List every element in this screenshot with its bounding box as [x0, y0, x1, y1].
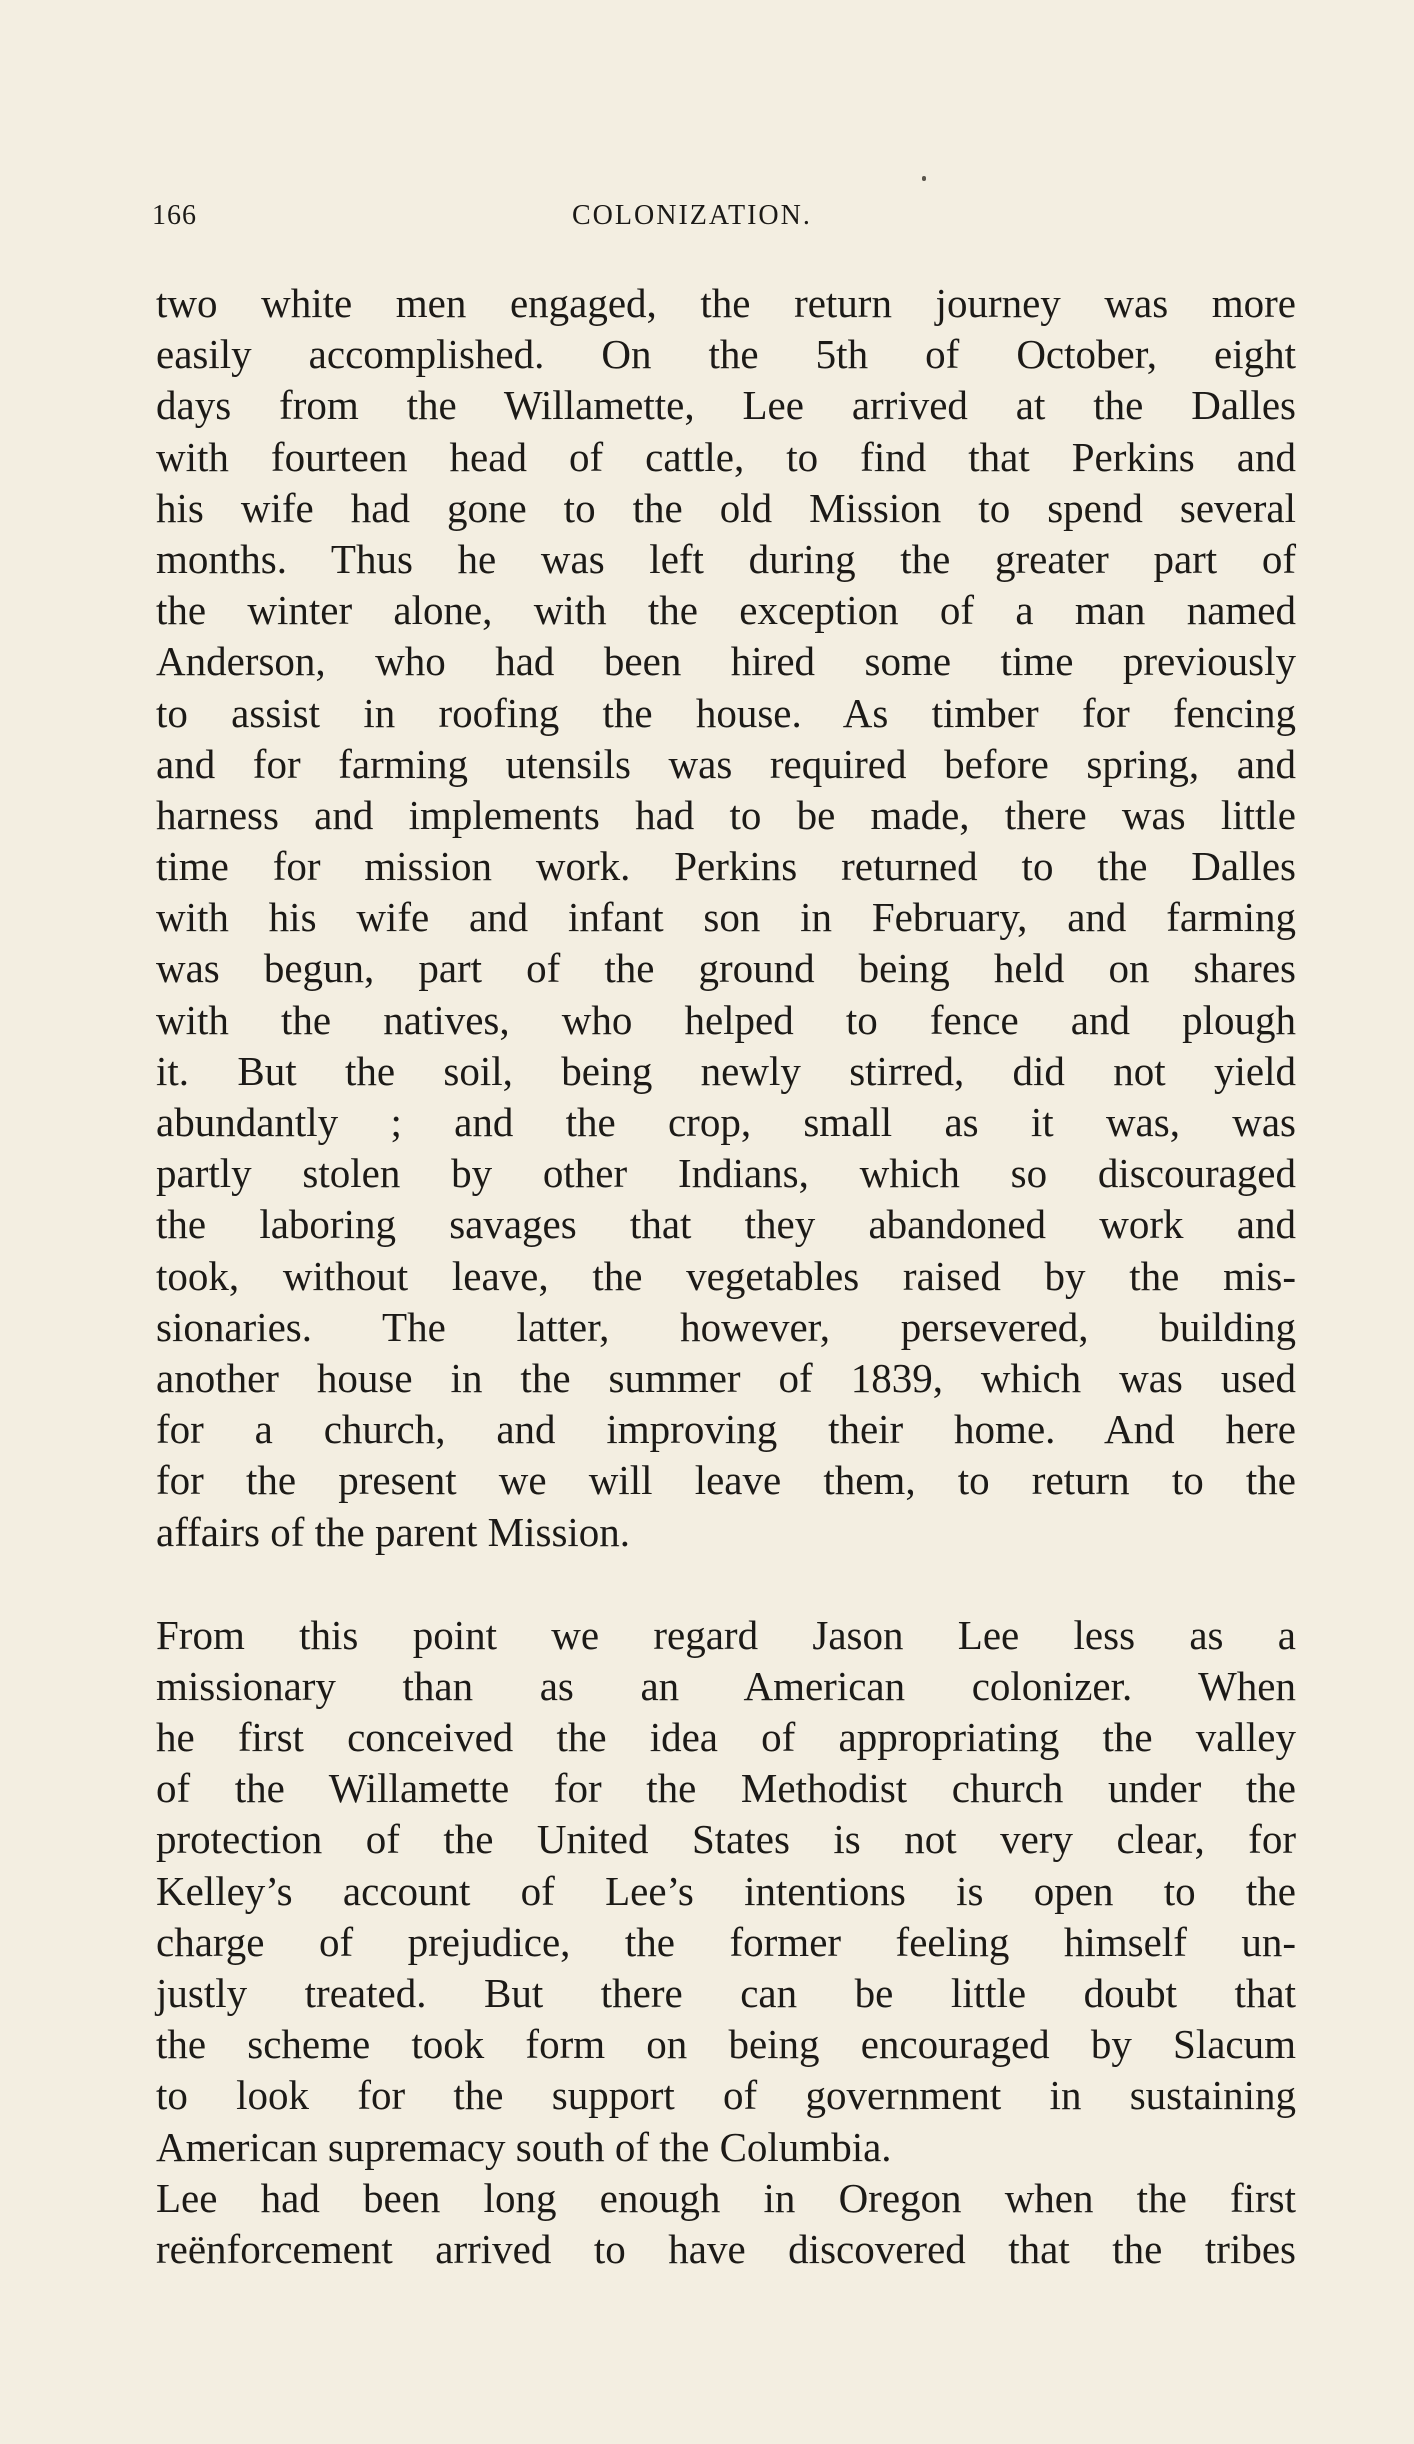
- text-line: the scheme took form on being encouraged by Slacum: [156, 2021, 1296, 2068]
- text-line: From this point we regard Jason Lee less as a: [156, 1611, 1296, 1658]
- text-line: American supremacy south of the Columbia.: [156, 2123, 892, 2170]
- text-line: his wife had gone to the old Mission to spend several: [156, 484, 1296, 531]
- text-line: harness and implements had to be made, there was little: [156, 791, 1296, 838]
- paragraph-2: [156, 1610, 1296, 2173]
- text-line: time for mission work. Perkins returned to the Dalles: [156, 843, 1296, 890]
- running-title: COLONIZATION.: [572, 200, 812, 231]
- text-line: was begun, part of the ground being held on shares: [156, 945, 1296, 992]
- text-line: he first conceived the idea of appropriating the valley: [156, 1714, 1296, 1761]
- text-line: took, without leave, the vegetables raised by the mis-: [156, 1252, 1296, 1299]
- running-header: [152, 200, 1292, 240]
- text-line: months. Thus he was left during the greater part of: [156, 535, 1296, 582]
- text-line: for a church, and improving their home. And here: [156, 1406, 1296, 1453]
- text-line: to assist in roofing the house. As timber for fencing: [156, 689, 1296, 736]
- text-line: partly stolen by other Indians, which so discouraged: [156, 1150, 1296, 1197]
- body-text: [156, 278, 1296, 2275]
- text-line: with the natives, who helped to fence and plough: [156, 996, 1296, 1043]
- text-line: justly treated. But there can be little doubt that: [156, 1970, 1296, 2016]
- text-line: it. But the soil, being newly stirred, did not yield: [156, 1047, 1296, 1094]
- text-line: to look for the support of government in sustaining: [156, 2072, 1296, 2119]
- text-line: Lee had been long enough in Oregon when the first: [156, 2174, 1296, 2221]
- text-line: charge of prejudice, the former feeling himself un-: [156, 1918, 1296, 1965]
- text-line: another house in the summer of 1839, which was used: [156, 1354, 1296, 1401]
- text-line: Kelley’s account of Lee’s intentions is open to the: [156, 1867, 1296, 1914]
- text-line: of the Willamette for the Methodist church under the: [156, 1765, 1296, 1812]
- text-line: Anderson, who had been hired some time previously: [156, 638, 1296, 685]
- text-line: affairs of the parent Mission.: [156, 1508, 631, 1555]
- text-line: protection of the United States is not very clear, for: [156, 1816, 1296, 1863]
- print-speck: [922, 176, 926, 181]
- text-line: days from the Willamette, Lee arrived at the Dalles: [156, 382, 1296, 429]
- text-line: and for farming utensils was required before spring, and: [156, 740, 1296, 787]
- paragraph-spacer: [156, 1558, 1296, 1610]
- text-line: sionaries. The latter, however, persevered, building: [156, 1303, 1296, 1350]
- text-line: abundantly ; and the crop, small as it was, was: [156, 1099, 1296, 1145]
- text-line: for the present we will leave them, to return to the: [156, 1457, 1296, 1504]
- text-line: two white men engaged, the return journey was more: [156, 280, 1296, 326]
- text-line: with fourteen head of cattle, to find that Perkins and: [156, 433, 1296, 480]
- text-line: with his wife and infant son in February, and farming: [156, 894, 1296, 941]
- page-number: 166: [152, 200, 197, 231]
- text-line: the laboring savages that they abandoned work and: [156, 1201, 1296, 1248]
- text-line: reënforcement arrived to have discovered that the tribes: [156, 2225, 1296, 2272]
- text-line: easily accomplished. On the 5th of October, eight: [156, 331, 1296, 378]
- paragraph-1: [156, 278, 1296, 1558]
- paragraph-3: [156, 2173, 1296, 2275]
- text-line: missionary than as an American colonizer. When: [156, 1662, 1296, 1709]
- text-line: the winter alone, with the exception of a man named: [156, 587, 1296, 634]
